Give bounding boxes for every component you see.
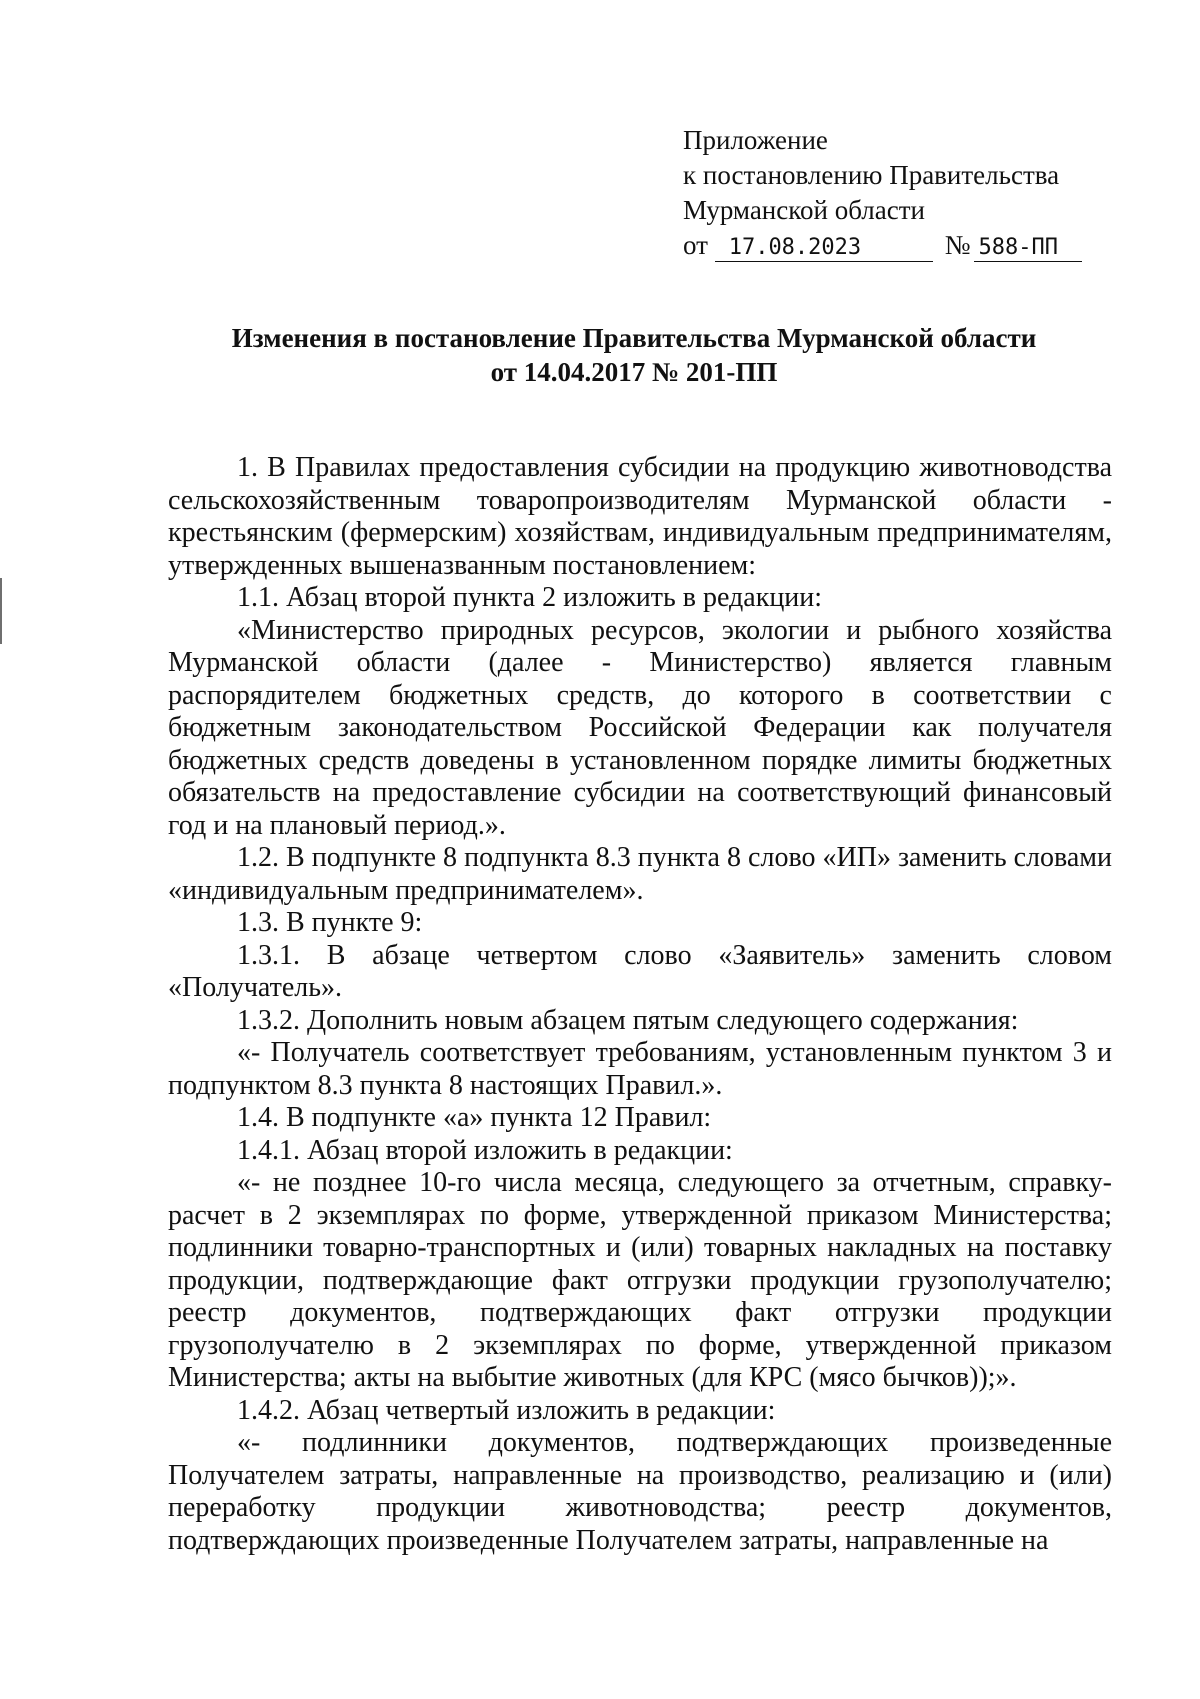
appendix-block <box>683 123 1103 263</box>
paragraph-1: 1. В Правилах предоставления субсидии на продукцию животноводства сельскохозяйственным товаропроизводителям Мурманской области - крестьянским (фермерским) хозяйствам, индивидуальным предпринимателям, утвержденных вышеназванным постановлением: <box>168 452 1112 581</box>
paragraph-1-4-1-text: «- не позднее 10-го числа месяца, следующего за отчетным, справку-расчет в 2 экземплярах по форме, утвержденной приказом Министерства; подлинники товарно-транспортных и (или) товарных накладных на поставку продукции, подтверждающие факт отгрузки продукции грузополучателю; реестр документов, подтверждающих факт отгрузки продукции грузополучателю в 2 экземплярах по форме, утвержденной приказом Министерства; акты на выбытие животных (для КРС (мясо бычков));». <box>168 1167 1112 1393</box>
scan-edge-mark <box>0 578 2 644</box>
paragraph-1-4-2-text: «- подлинники документов, подтверждающих произведенные Получателем затраты, направленные на производство, реализацию и (или) переработку продукции животноводства; реестр документов, подтверждающих произведенные Получателем затраты, направленные на <box>168 1427 1112 1556</box>
appendix-date-line <box>683 228 1103 263</box>
document-number: 588-ПП <box>974 235 1082 262</box>
paragraph-1-4-1: 1.4.1. Абзац второй изложить в редакции: <box>237 1134 733 1166</box>
paragraph-1-3-2-text: «- Получатель соответствует требованиям, установленным пунктом 3 и подпунктом 8.3 пункта 8 настоящих Правил.». <box>168 1037 1112 1101</box>
paragraph-1-4: 1.4. В подпункте «а» пункта 12 Правил: <box>237 1102 712 1133</box>
title-line-1: Изменения в постановление Правительства Мурманской области <box>231 323 1037 353</box>
appendix-label: Приложение <box>683 125 828 155</box>
document-date: 17.08.2023 <box>715 235 933 262</box>
paragraph-1-1: 1.1. Абзац второй пункта 2 изложить в редакции: <box>237 582 823 613</box>
paragraph-1-1-text: «Министерство природных ресурсов, экологии и рыбного хозяйства Мурманской области (далее - Министерство) является главным распорядителем бюджетных средств, до которого в соответствии с бюджетным законодательством Российской Федерации как получателя бюджетных средств доведены в установленном порядке лимиты бюджетных обязательств на предоставление субсидии на соответствующий финансовый год и на плановый период.». <box>168 614 1112 841</box>
date-prefix: от <box>683 230 708 260</box>
document-body <box>168 452 1112 1557</box>
document-title <box>160 321 1108 389</box>
paragraph-1-3: 1.3. В пункте 9: <box>237 907 423 938</box>
paragraph-1-3-1: 1.3.1. В абзаце четвертом слово «Заявитель» заменить словом «Получатель». <box>168 939 1112 1003</box>
title-line-2: от 14.04.2017 № 201-ПП <box>490 357 778 387</box>
paragraph-1-2: 1.2. В подпункте 8 подпункта 8.3 пункта 8 слово «ИП» заменить словами «индивидуальным предпринимателем». <box>168 842 1112 906</box>
paragraph-1-3-2: 1.3.2. Дополнить новым абзацем пятым следующего содержания: <box>237 1004 1019 1036</box>
number-sign: № <box>944 230 971 260</box>
appendix-region: Мурманской области <box>683 195 925 225</box>
paragraph-1-4-2: 1.4.2. Абзац четвертый изложить в редакции: <box>237 1394 776 1426</box>
appendix-reference: к постановлению Правительства <box>683 160 1060 190</box>
